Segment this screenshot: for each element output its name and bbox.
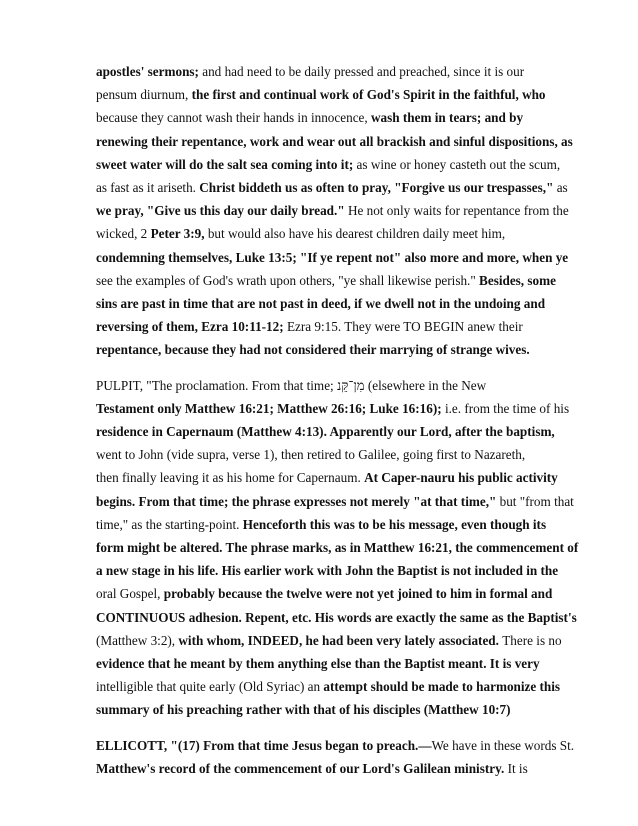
- text-run: There is no: [502, 632, 562, 648]
- text-run: sweet water will do the salt sea coming into it;: [96, 156, 357, 172]
- text-run: He not only waits for repentance from the: [347, 203, 569, 219]
- text-line: [96, 269, 556, 292]
- text-run: Testament only Matthew 16:21; Matthew 26:16; Luke 16:16);: [96, 400, 445, 416]
- text-run: the first and continual work of God's Spirit in the faithful, who: [191, 87, 546, 103]
- text-run: see the examples of God's wrath upon others, "ye shall likewise perish.": [96, 272, 480, 288]
- text-run: a new stage in his life. His earlier work with John the Baptist is not included in the: [96, 563, 559, 579]
- text-line: [96, 652, 546, 675]
- text-line: [96, 315, 546, 338]
- text-line: [96, 106, 546, 129]
- text-run: went to John (vide supra, verse 1), then retired to Galilee, going first to Nazareth,: [96, 447, 526, 463]
- document-page: [96, 60, 579, 792]
- text-run: and had need to be daily pressed and preached, since it is our: [202, 64, 525, 79]
- text-run: At Caper-nauru his public activity: [364, 470, 558, 486]
- text-line: [96, 420, 555, 443]
- text-run: summary of his preaching rather with that of his disciples (Matthew 10:7): [96, 702, 511, 718]
- text-run: Ezra 9:15. They were TO BEGIN anew their: [286, 319, 523, 335]
- text-run: PULPIT, "The proclamation. From that time; מִן־קֵּנ (elsewhere in the New: [96, 377, 487, 393]
- text-run: CONTINUOUS adhesion.: [96, 609, 246, 625]
- text-line: [96, 734, 575, 757]
- text-line: [96, 130, 573, 153]
- text-line: [96, 466, 558, 489]
- text-run: with whom, INDEED, he had been very lately associated.: [178, 632, 503, 648]
- text-run: condemning themselves, Luke 13:5; "If ye repent not" also more and more, when ye: [96, 249, 569, 265]
- text-line: [96, 606, 577, 629]
- text-run: Repent, etc. His words are exactly the same as the Baptist's: [245, 609, 577, 625]
- text-line: [96, 199, 569, 222]
- text-run: ELLICOTT, "(17) From that time Jesus began to preach.—: [96, 737, 432, 753]
- text-run: Henceforth this was to be his message, even though its: [242, 516, 547, 532]
- text-run: then finally leaving it as his home for Capernaum.: [96, 470, 365, 486]
- text-run: intelligible that quite early (Old Syriac) an: [96, 679, 324, 695]
- text-run: It is very: [489, 656, 540, 672]
- text-line: [96, 675, 561, 698]
- text-line: [96, 513, 546, 536]
- text-run: because they cannot wash their hands in innocence,: [96, 110, 372, 126]
- text-line: [96, 757, 546, 780]
- text-line: [96, 222, 546, 245]
- text-line: [96, 374, 546, 397]
- text-run: i.e. from the time of his: [444, 400, 570, 416]
- text-run: oral Gospel,: [96, 586, 164, 602]
- text-run: The phrase marks, as in Matthew 16:21, the commencement of: [225, 540, 579, 556]
- text-line: [96, 60, 546, 83]
- text-line: [96, 698, 546, 721]
- text-run: (Matthew 3:2),: [96, 632, 179, 648]
- text-run: We have in these words St.: [431, 737, 575, 753]
- text-run: Matthew's record of the commencement of our Lord's Galilean ministry.: [96, 760, 508, 776]
- text-run: pensum diurnum,: [96, 87, 192, 103]
- text-run: Christ biddeth us as often to pray, "Forgive us our trespasses,": [199, 180, 557, 196]
- text-run: time," as the starting-point.: [96, 516, 243, 532]
- text-run: wicked, 2: [96, 226, 151, 242]
- text-line: [96, 176, 568, 199]
- text-line: [96, 582, 553, 605]
- text-run: repentance, because they had not considered their marrying of strange wives.: [96, 342, 530, 358]
- text-run: Besides, some: [479, 272, 556, 288]
- text-run: apostles' sermons;: [96, 64, 203, 79]
- text-run: It is: [507, 760, 528, 776]
- text-run: renewing their repentance, work and wear out all brackish and sinful dispositions, as: [96, 133, 573, 149]
- text-line: [96, 490, 574, 513]
- text-line: [96, 443, 546, 466]
- text-run: form might be altered.: [96, 540, 226, 556]
- text-run: probably because the twelve were not yet joined to him in formal and: [163, 586, 553, 602]
- paragraph: [96, 374, 579, 722]
- paragraph: [96, 60, 573, 362]
- text-run: but "from that: [499, 493, 574, 509]
- text-line: [96, 292, 546, 315]
- text-line: [96, 397, 570, 420]
- text-line: [96, 153, 561, 176]
- text-line: [96, 246, 569, 269]
- text-run: residence in Capernaum (Matthew 4:13). Apparently our Lord, after the baptism,: [96, 424, 555, 440]
- text-line: [96, 629, 562, 652]
- text-run: as wine or honey casteth out the scum,: [356, 156, 561, 172]
- text-run: as: [556, 180, 568, 196]
- text-run: attempt should be made to harmonize this: [323, 679, 561, 695]
- paragraph: [96, 734, 575, 780]
- text-run: wash them in tears; and by: [371, 110, 524, 126]
- text-run: reversing of them, Ezra 10:11-12;: [96, 319, 287, 335]
- text-run: as fast as it ariseth.: [96, 180, 200, 196]
- text-run: we pray, "Give us this day our daily bread.": [96, 203, 348, 219]
- text-run: evidence that he meant by them anything else than the Baptist meant.: [96, 656, 490, 672]
- text-line: [96, 536, 579, 559]
- text-run: sins are past in time that are not past in deed, if we dwell not in the undoing and: [96, 296, 546, 312]
- text-line: [96, 83, 546, 106]
- text-run: begins. From that time; the phrase expresses not merely "at that time,": [96, 493, 500, 509]
- text-line: [96, 559, 559, 582]
- text-line: [96, 338, 546, 361]
- text-run: but would also have his dearest children daily meet him,: [207, 226, 506, 242]
- text-run: Peter 3:9,: [150, 226, 208, 242]
